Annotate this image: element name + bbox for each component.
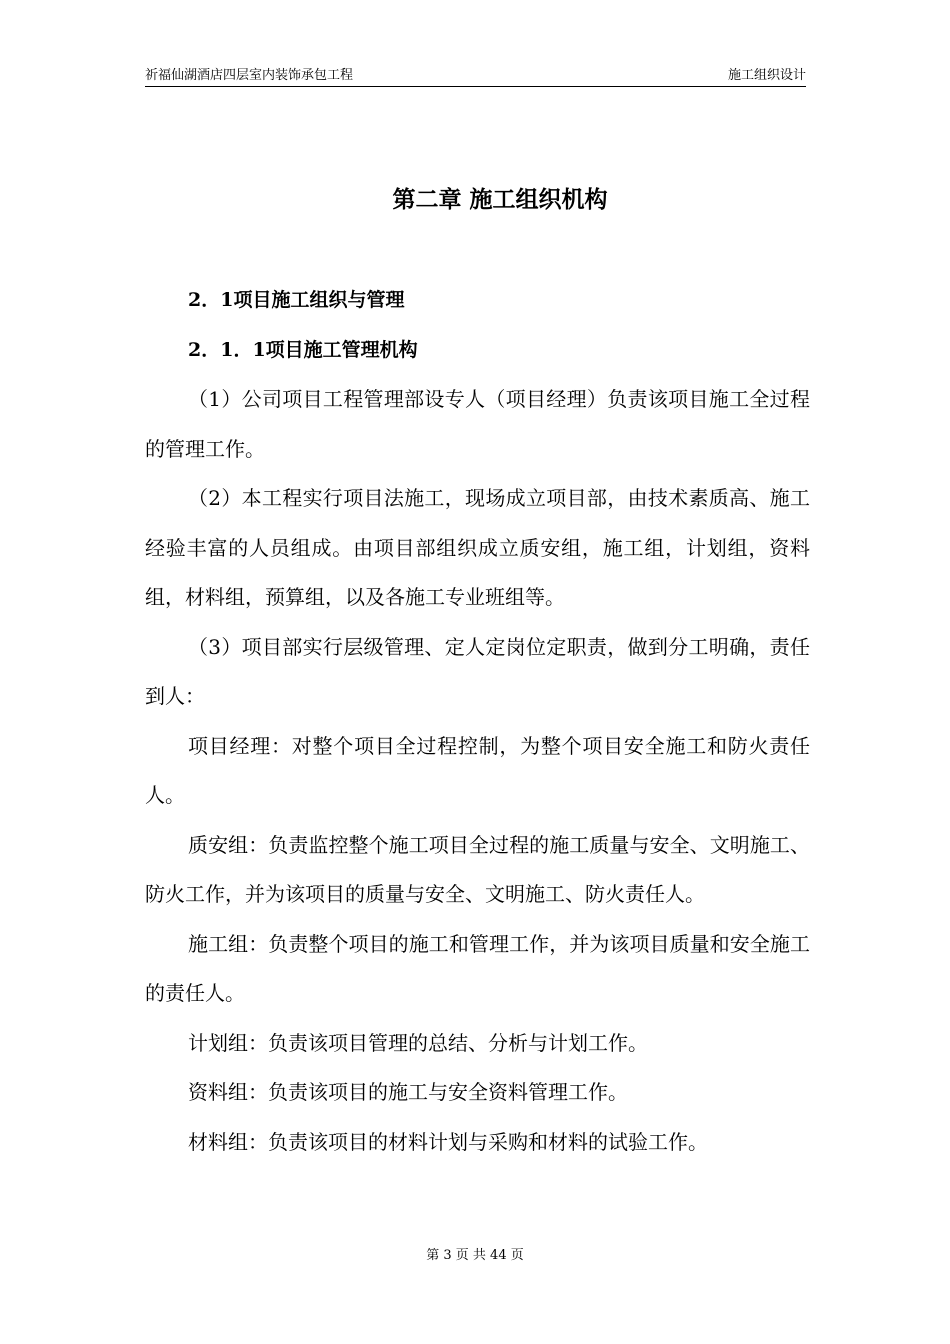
paragraph-1: （1）公司项目工程管理部设专人（项目经理）负责该项目施工全过程的管理工作。 bbox=[145, 387, 810, 461]
paragraph-project-manager: 项目经理：对整个项目全过程控制，为整个项目安全施工和防火责任人。 bbox=[145, 733, 810, 807]
chapter-title: 第二章 施工组织机构 bbox=[392, 186, 608, 213]
paragraph-construction-group: 施工组：负责整个项目的施工和管理工作，并为该项目质量和安全施工的责任人。 bbox=[145, 931, 810, 1005]
paragraph-documentation-group: 资料组：负责该项目的施工与安全资料管理工作。 bbox=[188, 1080, 628, 1104]
paragraph-materials-group: 材料组：负责该项目的材料计划与采购和材料的试验工作。 bbox=[188, 1129, 708, 1154]
paragraph-planning-group: 计划组：负责该项目管理的总结、分析与计划工作。 bbox=[188, 1030, 648, 1055]
paragraph-quality-safety-group: 质安组：负责监控整个施工项目全过程的施工质量与安全、文明施工、防火工作，并为该项目的质量与安全、文明施工、防火责任人。 bbox=[145, 832, 810, 906]
section-heading-2-1: 2．1项目施工组织与管理 bbox=[188, 289, 405, 311]
page-header bbox=[145, 66, 806, 87]
body-text bbox=[145, 375, 810, 1167]
page-footer: 第 3 页 共 44 页 bbox=[426, 1248, 524, 1263]
header-project-name: 祈福仙湖酒店四层室内装饰承包工程 bbox=[145, 68, 354, 83]
paragraph-2: （2）本工程实行项目法施工，现场成立项目部，由技术素质高、施工经验丰富的人员组成。由项目部组织成立质安组，施工组，计划组，资料组，材料组，预算组，以及各施工专业班组等。 bbox=[145, 486, 810, 609]
paragraph-3: （3）项目部实行层级管理、定人定岗位定职责，做到分工明确，责任到人： bbox=[145, 634, 810, 708]
header-document-type: 施工组织设计 bbox=[727, 68, 806, 83]
section-heading-2-1-1: 2．1．1项目施工管理机构 bbox=[188, 339, 418, 361]
